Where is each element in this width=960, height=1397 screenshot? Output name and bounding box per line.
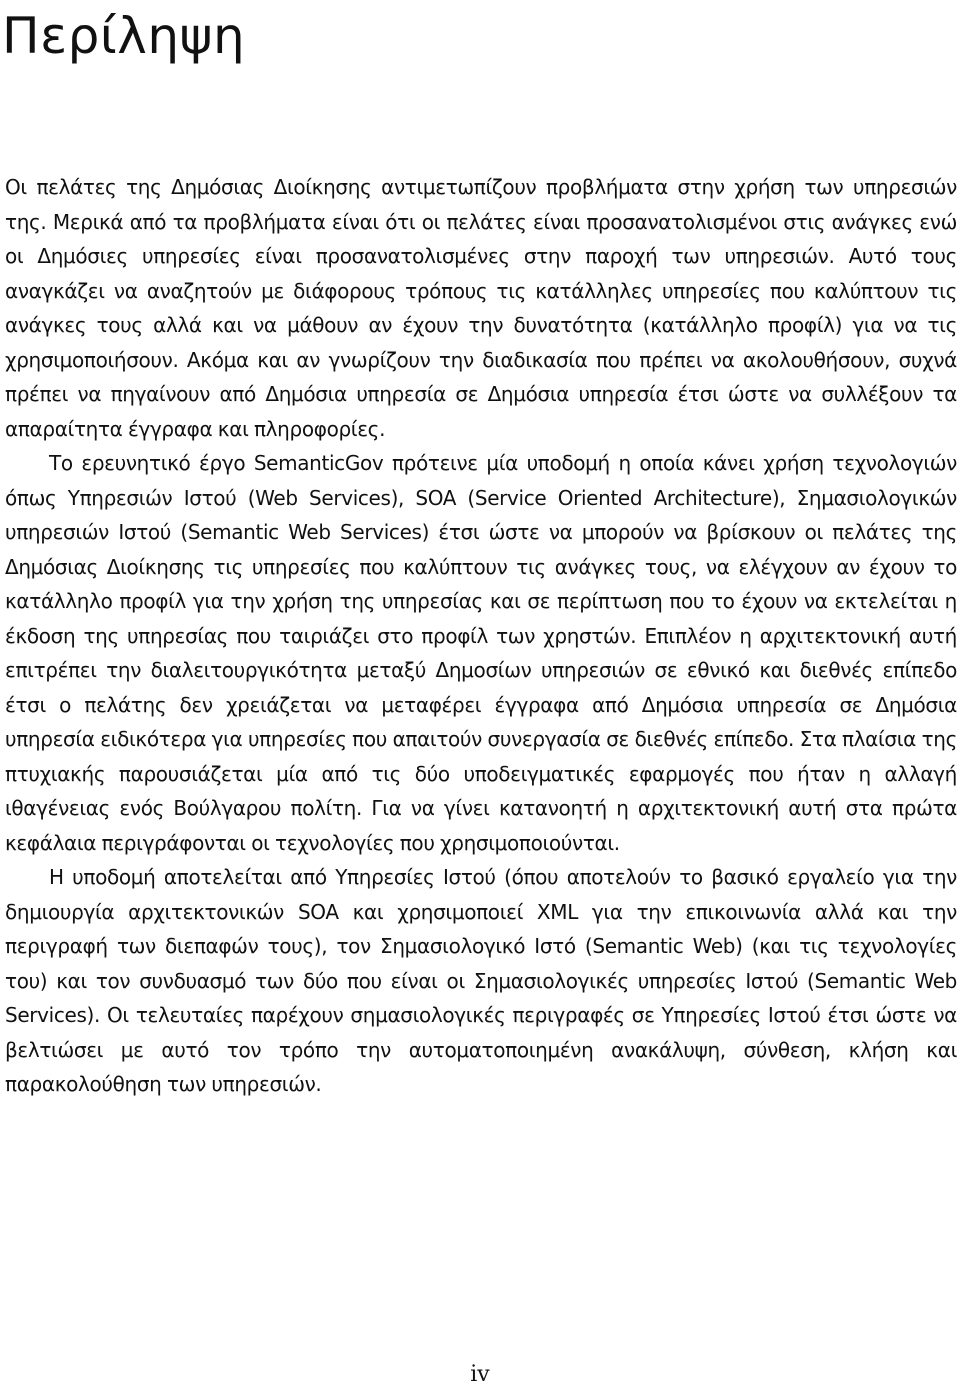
abstract-body bbox=[5, 170, 957, 1102]
paragraph-1: Οι πελάτες της Δημόσιας Διοίκησης αντιμετωπίζουν προβλήματα στην χρήση των υπηρεσιών της. Μερικά από τα προβλήματα είναι ότι οι πελάτες είναι προσανατολισμένοι στις ανάγκες ενώ οι Δημόσιες υπηρεσίες είναι προσανατολισμένες στην παροχή των υπηρεσιών. Αυτό τους αναγκάζει να αναζητούν με διάφορους τρόπους τις κατάλληλες υπηρεσίες που καλύπτουν τις ανάγκες τους αλλά και να μάθουν αν έχουν την δυνατότητα (κατάλληλο προφίλ) για να τις χρησιμοποιήσουν. Ακόμα και αν γνωρίζουν την διαδικασία που πρέπει να ακολουθήσουν, συχνά πρέπει να πηγαίνουν από Δημόσια υπηρεσία σε Δημόσια υπηρεσία έτσι ώστε να συλλέξουν τα απαραίτητα έγγραφα και πληροφορίες. bbox=[5, 175, 957, 441]
paragraph-3: Η υποδομή αποτελείται από Υπηρεσίες Ιστού (όπου αποτελούν το βασικό εργαλείο για την δημιουργία αρχιτεκτονικών SOA και χρησιμοποιεί XML για την επικοινωνία αλλά και την περιγραφή των διεπαφών τους), τον Σημασιολογικό Ιστό (Semantic Web) (και τις τεχνολογίες του) και τον συνδυασμό των δύο που είναι οι Σημασιολογικές υπηρεσίες Ιστού (Semantic Web Services). Οι τελευταίες παρέχουν σημασιολογικές περιγραφές σε Υπηρεσίες Ιστού έτσι ώστε να βελτιώσει με αυτό τον τρόπο την αυτοματοποιημένη ανακάλυψη, σύνθεση, κλήση και παρακολούθηση των υπηρεσιών. bbox=[5, 865, 957, 1096]
paragraph-2: Το ερευνητικό έργο SemanticGov πρότεινε μία υποδομή η οποία κάνει χρήση τεχνολογιών όπως Υπηρεσιών Ιστού (Web Services), SOA (Service Oriented Architecture), Σημασιολογικών υπηρεσιών Ιστού (Semantic Web Services) έτσι ώστε να μπορούν να βρίσκουν οι πελάτες της Δημόσιας Διοίκησης τις υπηρεσίες που καλύπτουν τις ανάγκες τους, να ελέγχουν αν έχουν το κατάλληλο προφίλ για την χρήση της υπηρεσίας και σε περίπτωση που το έχουν να εκτελείται η έκδοση της υπηρεσίας που ταιριάζει στο προφίλ των χρηστών. Επιπλέον η αρχιτεκτονική αυτή επιτρέπει την διαλειτουργικότητα μεταξύ Δημοσίων υπηρεσιών σε εθνικό και διεθνές επίπεδο έτσι ο πελάτης δεν χρειάζεται να μεταφέρει έγγραφα από Δημόσια υπηρεσία σε Δημόσια υπηρεσία ειδικότερα για υπηρεσίες που απαιτούν συνεργασία σε διεθνές επίπεδο. Στα πλαίσια της πτυχιακής παρουσιάζεται μία από τις δύο υποδειγματικές εφαρμογές που ήταν η αλλαγή ιθαγένειας ενός Βούλγαρου πολίτη. Για να γίνει κατανοητή η αρχιτεκτονική αυτή στα πρώτα κεφάλαια περιγράφονται οι τεχνολογίες που χρησιμοποιούνται. bbox=[5, 451, 957, 855]
page-title: Περίληψη bbox=[2, 7, 246, 65]
page-number: iv bbox=[470, 1362, 490, 1387]
